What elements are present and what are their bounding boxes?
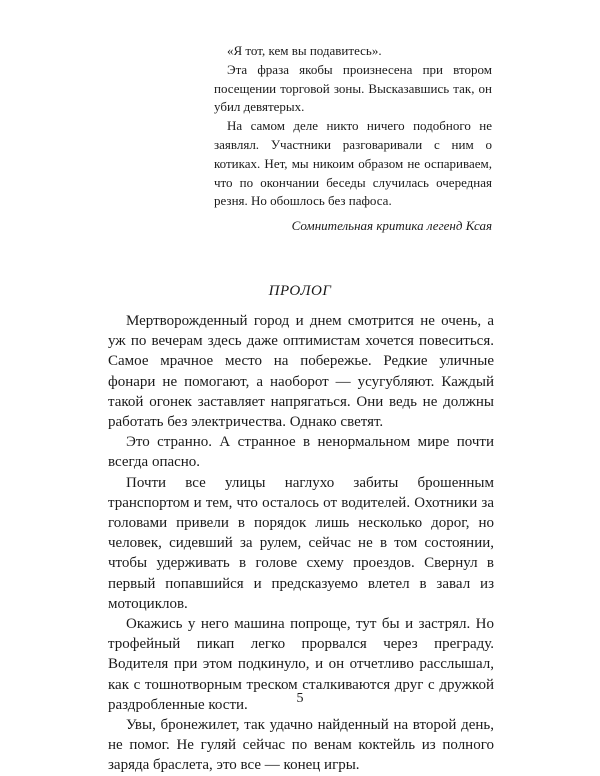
page-number: 5 [296,691,304,706]
body-paragraph: Почти все улицы наглухо забиты брошенным транспортом и тем, что осталось от водителей. Охотники за головами привели в порядок лишь несколько дорог, но человек, сидевший за рулем, сейчас не в том состоянии, чтобы удерживать в голове схему проездов. Свернул в первый попавшийся и предсказуемо влетел в завал из мотоциклов. [108,474,494,612]
epigraph-source: Сомнительная критика легенд Ксая [291,218,492,234]
body-paragraph: Мертворожденный город и днем смотрится не очень, а уж по вечерам здесь даже оптимистам хочется повеситься. Самое мрачное место на побережье. Редкие уличные фонари не помогают, а наоборот — усугубляют. Каждый такой огонек заставляет напрягаться. Они ведь не должны работать без электричества. Однако светят. [108,313,494,431]
epigraph-paragraph: На самом деле никто ничего подобного не заявлял. Участники разговаривали с ним о котиках. Нет, мы никоим образом не оспариваем, что по окончании беседы случилась очередная резня. Но обошлось без пафоса. [214,118,492,209]
epigraph [214,42,492,236]
body-paragraph: Окажись у него машина попроще, тут бы и застрял. Но трофейный пикап легко прорвался через преграду. Водителя при этом подкинуло, и он отчетливо расслышал, как с тошнотворным треском сталкиваются друг с дружкой раздробленные кости. [108,616,494,713]
body-paragraph: Это странно. А странное в ненормальном мире почти всегда опасно. [108,434,494,471]
epigraph-paragraph: Эта фраза якобы произнесена при втором посещении торговой зоны. Высказавшись так, он убил девятерых. [214,61,492,115]
chapter-title: ПРОЛОГ [268,283,332,299]
body-paragraph: Увы, бронежилет, так удачно найденный на второй день, не помог. Не гуляй сейчас по венам коктейль из полного заряда браслета, это все — конец игры. [108,717,494,774]
epigraph-paragraph: «Я тот, кем вы подавитесь». [227,43,382,58]
